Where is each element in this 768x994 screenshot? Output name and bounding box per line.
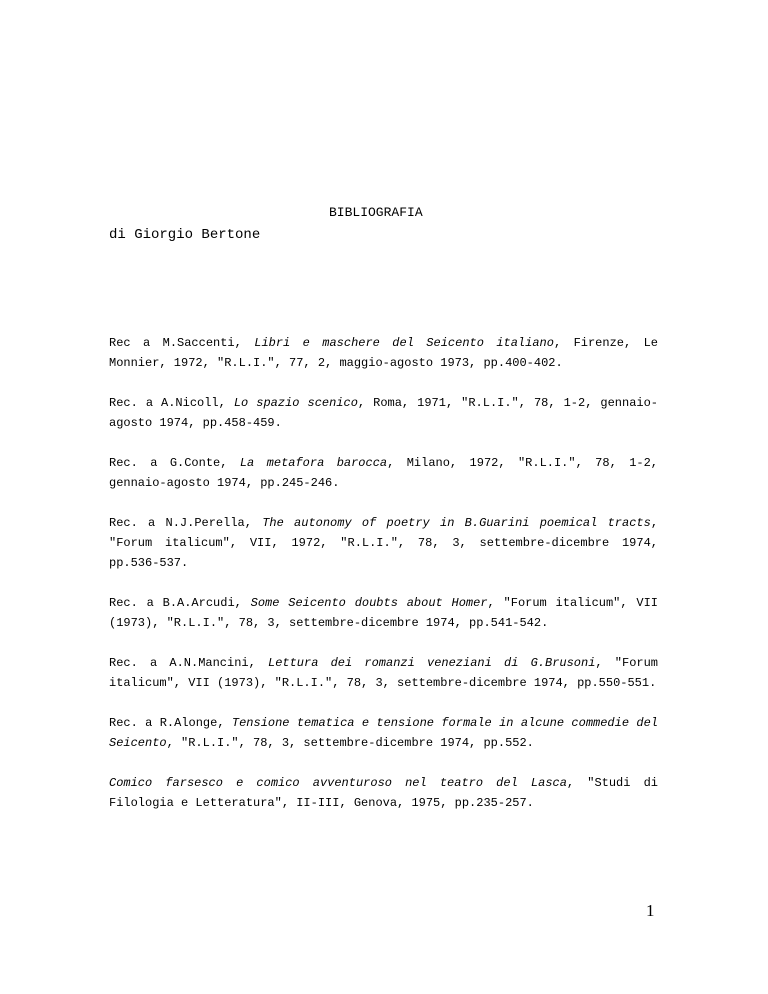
work-title: Lettura dei romanzi veneziani di G.Brusoni <box>268 656 596 670</box>
work-title: Some Seicento doubts about Homer <box>250 596 488 610</box>
work-title: Lo spazio scenico <box>233 396 358 410</box>
document-title: BIBLIOGRAFIA <box>329 205 423 220</box>
bibliography-entry: Rec. a A.N.Mancini, Lettura dei romanzi veneziani di G.Brusoni, "Forum italicum", VII (1973), "R.L.I.", 78, 3, settembre-dicembre 1974, pp.550-551. <box>109 656 659 690</box>
bibliography-entry: Rec. a A.Nicoll, Lo spazio scenico, Roma, 1971, "R.L.I.", 78, 1-2, gennaio-agosto 1974, pp.458-459. <box>109 396 659 430</box>
work-title: La metafora barocca <box>239 456 388 470</box>
page-number: 1 <box>646 901 655 920</box>
work-title: Comico farsesco e comico avventuroso nel teatro del Lasca <box>109 776 567 790</box>
document-author: di Giorgio Bertone <box>109 227 261 243</box>
work-title: Tensione tematica e tensione formale in alcune commedie del Seicento <box>109 716 658 750</box>
bibliography-entry: Rec. a R.Alonge, Tensione tematica e tensione formale in alcune commedie del Seicento, "R.L.I.", 78, 3, settembre-dicembre 1974, pp.552. <box>109 716 658 750</box>
bibliography-entry: Rec. a G.Conte, La metafora barocca, Milano, 1972, "R.L.I.", 78, 1-2, gennaio-agosto 1974, pp.245-246. <box>109 456 659 490</box>
bibliography-entry: Comico farsesco e comico avventuroso nel teatro del Lasca, "Studi di Filologia e Letteratura", II-III, Genova, 1975, pp.235-257. <box>109 776 658 810</box>
bibliography-entry: Rec a M.Saccenti, Libri e maschere del Seicento italiano, Firenze, Le Monnier, 1972, "R.L.I.", 77, 2, maggio-agosto 1973, pp.400-402. <box>109 336 658 370</box>
bibliography-list <box>109 333 658 833</box>
work-title: The autonomy of poetry in B.Guarini poemical tracts <box>262 516 651 530</box>
bibliography-entry: Rec. a B.A.Arcudi, Some Seicento doubts about Homer, "Forum italicum", VII (1973), "R.L.I.", 78, 3, settembre-dicembre 1974, pp.541-542. <box>109 596 658 630</box>
work-title: Libri e maschere del Seicento italiano <box>254 336 554 350</box>
bibliography-entry: Rec. a N.J.Perella, The autonomy of poetry in B.Guarini poemical tracts, "Forum italicum", VII, 1972, "R.L.I.", 78, 3, settembre-dicembre 1974, pp.536-537. <box>109 516 659 570</box>
